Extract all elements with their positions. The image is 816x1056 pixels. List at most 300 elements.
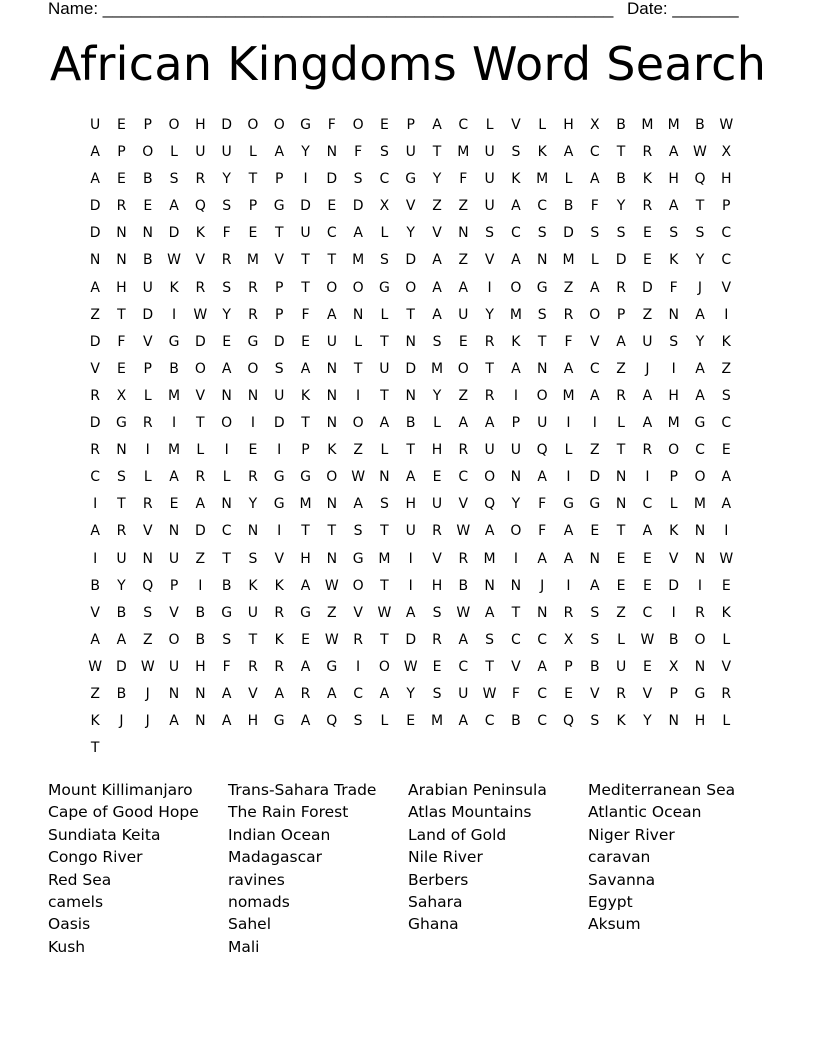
grid-letter: F bbox=[222, 225, 231, 242]
grid-letter: V bbox=[90, 360, 100, 377]
grid-letter: O bbox=[326, 279, 338, 296]
grid-letter: L bbox=[380, 713, 389, 730]
grid-letter: V bbox=[668, 550, 679, 567]
grid-letter: I bbox=[513, 550, 518, 567]
grid-letter: R bbox=[616, 279, 626, 296]
grid-letter: S bbox=[590, 225, 600, 242]
grid-letter: N bbox=[458, 225, 469, 242]
grid-letter: I bbox=[93, 550, 98, 567]
grid-letter: L bbox=[249, 144, 257, 161]
grid-letter: H bbox=[563, 117, 574, 133]
grid-letter: R bbox=[563, 604, 574, 621]
word-bank-item: Cape of Good Hope bbox=[48, 803, 199, 822]
grid-letter: R bbox=[274, 604, 285, 621]
grid-letter: R bbox=[432, 523, 442, 540]
grid-letter: I bbox=[93, 496, 98, 513]
grid-letter: N bbox=[668, 713, 679, 730]
grid-letter: I bbox=[408, 550, 413, 567]
grid-letter: I bbox=[171, 415, 177, 432]
grid-letter: F bbox=[354, 144, 363, 161]
grid-letter: R bbox=[642, 198, 653, 215]
grid-letter: D bbox=[221, 117, 233, 133]
grid-letter: S bbox=[721, 387, 731, 404]
grid-letter: N bbox=[615, 469, 627, 486]
grid-letter: U bbox=[247, 604, 259, 621]
grid-letter: P bbox=[301, 442, 310, 459]
grid-letter: D bbox=[589, 469, 601, 486]
grid-letter: R bbox=[142, 496, 153, 513]
grid-letter: T bbox=[117, 496, 126, 513]
grid-letter: I bbox=[724, 523, 729, 540]
word-bank-item: Sahel bbox=[228, 915, 272, 934]
grid-letter: D bbox=[615, 252, 627, 269]
grid-letter: P bbox=[564, 658, 573, 675]
grid-letter: W bbox=[719, 550, 734, 567]
grid-letter: Z bbox=[327, 604, 337, 621]
grid-letter: U bbox=[431, 496, 443, 513]
grid-letter: N bbox=[221, 496, 232, 513]
grid-letter: K bbox=[300, 387, 311, 404]
grid-letter: A bbox=[642, 415, 653, 432]
grid-letter: H bbox=[405, 496, 416, 513]
grid-letter: Y bbox=[406, 685, 415, 702]
grid-letter: P bbox=[143, 360, 152, 377]
grid-letter: A bbox=[327, 306, 337, 323]
grid-letter: A bbox=[300, 658, 311, 675]
grid-letter: H bbox=[300, 550, 311, 567]
grid-letter: N bbox=[589, 550, 601, 567]
grid-letter: L bbox=[380, 225, 389, 242]
grid-letter: S bbox=[590, 713, 600, 730]
grid-letter: F bbox=[459, 171, 468, 188]
grid-letter: N bbox=[168, 523, 180, 540]
grid-letter: J bbox=[145, 685, 150, 702]
grid-letter: A bbox=[642, 387, 653, 404]
grid-letter: R bbox=[642, 442, 653, 459]
grid-letter: Z bbox=[458, 252, 469, 269]
grid-letter: D bbox=[405, 631, 417, 648]
grid-letter: W bbox=[640, 631, 655, 648]
grid-letter: C bbox=[326, 225, 337, 242]
grid-letter: Y bbox=[695, 333, 705, 350]
grid-letter: H bbox=[668, 171, 679, 188]
grid-letter: C bbox=[511, 225, 521, 242]
grid-letter: G bbox=[405, 171, 417, 188]
grid-letter: S bbox=[222, 279, 232, 296]
grid-letter: D bbox=[405, 360, 417, 377]
grid-letter: I bbox=[645, 469, 650, 486]
grid-letter: U bbox=[90, 117, 101, 133]
grid-letter: K bbox=[642, 171, 652, 188]
grid-letter: G bbox=[378, 279, 390, 296]
grid-letter: J bbox=[540, 577, 545, 594]
grid-letter: S bbox=[511, 144, 521, 161]
grid-letter: O bbox=[247, 117, 259, 133]
grid-letter: P bbox=[406, 117, 415, 133]
grid-letter: S bbox=[695, 225, 705, 242]
grid-letter: A bbox=[274, 685, 285, 702]
grid-letter: C bbox=[642, 496, 653, 513]
grid-letter: A bbox=[695, 360, 705, 377]
grid-letter: C bbox=[537, 198, 548, 215]
word-bank-item: Sundiata Keita bbox=[48, 825, 161, 844]
grid-letter: N bbox=[116, 225, 127, 242]
grid-letter: R bbox=[248, 279, 258, 296]
grid-letter: D bbox=[300, 198, 311, 215]
grid-letter: R bbox=[221, 252, 232, 269]
grid-letter: A bbox=[169, 469, 179, 486]
grid-letter: Y bbox=[432, 387, 442, 404]
grid-letter: C bbox=[589, 360, 600, 377]
grid-letter: A bbox=[169, 713, 179, 730]
grid-letter: N bbox=[195, 713, 206, 730]
grid-letter: P bbox=[143, 117, 152, 133]
grid-letter: R bbox=[616, 387, 626, 404]
grid-letter: C bbox=[721, 252, 732, 269]
grid-letter: O bbox=[694, 469, 706, 486]
grid-letter: N bbox=[536, 604, 548, 621]
grid-letter: K bbox=[274, 577, 284, 594]
grid-letter: G bbox=[221, 604, 233, 621]
grid-letter: T bbox=[616, 523, 626, 540]
grid-letter: B bbox=[142, 252, 153, 269]
grid-letter: K bbox=[537, 144, 547, 161]
grid-letter: B bbox=[142, 171, 153, 188]
grid-letter: O bbox=[378, 658, 390, 675]
grid-letter: A bbox=[484, 604, 495, 621]
grid-letter: L bbox=[222, 469, 231, 486]
grid-letter: R bbox=[458, 550, 469, 567]
grid-letter: O bbox=[247, 360, 259, 377]
grid-letter: I bbox=[487, 279, 492, 296]
grid-letter: M bbox=[430, 360, 444, 377]
grid-letter: M bbox=[457, 144, 470, 161]
grid-letter: D bbox=[326, 171, 338, 188]
grid-letter: M bbox=[483, 550, 496, 567]
grid-letter: R bbox=[195, 171, 206, 188]
grid-letter: L bbox=[143, 387, 152, 404]
grid-letter: Z bbox=[458, 387, 469, 404]
grid-letter: G bbox=[694, 685, 706, 702]
grid-letter: Q bbox=[562, 713, 574, 730]
grid-letter: E bbox=[458, 333, 468, 350]
grid-letter: G bbox=[168, 333, 180, 350]
grid-letter: V bbox=[590, 685, 600, 702]
grid-letter: A bbox=[511, 360, 521, 377]
grid-letter: S bbox=[485, 225, 495, 242]
grid-letter: Z bbox=[458, 198, 469, 215]
word-bank-item: ravines bbox=[228, 870, 285, 889]
grid-letter: S bbox=[353, 171, 363, 188]
grid-letter: N bbox=[326, 550, 338, 567]
grid-letter: A bbox=[221, 685, 232, 702]
word-bank-item: camels bbox=[48, 892, 104, 911]
grid-letter: R bbox=[458, 442, 469, 459]
grid-letter: A bbox=[563, 523, 574, 540]
grid-letter: R bbox=[616, 685, 626, 702]
word-bank-item: Mediterranean Sea bbox=[588, 781, 736, 799]
grid-letter: F bbox=[669, 279, 678, 296]
grid-letter: H bbox=[431, 577, 443, 594]
grid-letter: U bbox=[405, 144, 416, 161]
grid-letter: B bbox=[563, 198, 574, 215]
grid-letter: A bbox=[90, 631, 100, 648]
grid-letter: P bbox=[117, 144, 126, 161]
grid-letter: T bbox=[485, 360, 494, 377]
grid-letter: N bbox=[536, 252, 548, 269]
grid-letter: C bbox=[537, 713, 548, 730]
grid-letter: J bbox=[145, 713, 150, 730]
grid-letter: D bbox=[273, 333, 285, 350]
grid-letter: T bbox=[301, 415, 310, 432]
grid-letter: L bbox=[433, 415, 441, 432]
word-bank-item: Aksum bbox=[588, 915, 641, 934]
grid-letter: V bbox=[484, 252, 495, 269]
grid-letter: I bbox=[356, 658, 361, 675]
grid-letter: I bbox=[697, 577, 703, 594]
grid-letter: B bbox=[616, 117, 626, 133]
grid-letter: Z bbox=[90, 685, 100, 702]
grid-letter: C bbox=[458, 469, 469, 486]
grid-letter: K bbox=[616, 713, 626, 730]
grid-letter: C bbox=[537, 685, 548, 702]
grid-letter: N bbox=[510, 577, 522, 594]
grid-letter: I bbox=[356, 387, 361, 404]
grid-letter: F bbox=[301, 306, 310, 323]
grid-letter: V bbox=[432, 550, 442, 567]
grid-letter: N bbox=[615, 496, 627, 513]
grid-letter: X bbox=[589, 117, 600, 133]
grid-letter: L bbox=[590, 252, 599, 269]
grid-letter: G bbox=[300, 604, 311, 621]
grid-letter: Z bbox=[195, 550, 206, 567]
grid-letter: P bbox=[169, 577, 179, 594]
grid-letter: S bbox=[143, 604, 153, 621]
grid-letter: Y bbox=[643, 713, 652, 730]
grid-letter: P bbox=[722, 198, 731, 215]
grid-letter: H bbox=[668, 387, 679, 404]
grid-letter: S bbox=[616, 225, 626, 242]
grid-letter: L bbox=[617, 631, 625, 648]
grid-letter: O bbox=[536, 387, 548, 404]
grid-letter: M bbox=[509, 306, 522, 323]
word-bank-item: Sahara bbox=[408, 892, 463, 911]
grid-letter: D bbox=[116, 658, 127, 675]
grid-letter: G bbox=[563, 496, 574, 513]
grid-letter: S bbox=[222, 198, 232, 215]
grid-letter: U bbox=[326, 333, 337, 350]
grid-letter: B bbox=[695, 117, 705, 133]
grid-letter: O bbox=[457, 360, 469, 377]
grid-letter: A bbox=[379, 415, 390, 432]
grid-letter: E bbox=[143, 198, 153, 215]
grid-letter: B bbox=[221, 577, 232, 594]
grid-letter: M bbox=[667, 415, 680, 432]
word-bank-item: Egypt bbox=[588, 892, 633, 911]
grid-letter: C bbox=[221, 523, 232, 540]
grid-letter: P bbox=[669, 469, 678, 486]
letter-grid bbox=[82, 112, 742, 762]
grid-letter: Z bbox=[589, 442, 600, 459]
grid-letter: A bbox=[590, 171, 600, 188]
grid-letter: D bbox=[89, 415, 101, 432]
grid-letter: F bbox=[222, 658, 231, 675]
grid-letter: P bbox=[669, 685, 678, 702]
word-bank-item: Red Sea bbox=[48, 870, 112, 889]
grid-letter: V bbox=[274, 550, 285, 567]
grid-letter: C bbox=[721, 415, 732, 432]
word-bank-item: Mount Killimanjaro bbox=[48, 781, 193, 799]
grid-letter: A bbox=[484, 415, 495, 432]
grid-letter: B bbox=[405, 415, 416, 432]
word-bank-item: Savanna bbox=[588, 870, 656, 889]
grid-letter: F bbox=[117, 333, 126, 350]
grid-letter: N bbox=[326, 387, 338, 404]
grid-letter: N bbox=[352, 306, 364, 323]
grid-letter: W bbox=[456, 523, 471, 540]
grid-letter: I bbox=[592, 415, 597, 432]
grid-letter: I bbox=[724, 306, 729, 323]
grid-letter: E bbox=[169, 496, 179, 513]
grid-letter: I bbox=[671, 604, 676, 621]
grid-letter: E bbox=[327, 198, 337, 215]
grid-letter: E bbox=[222, 333, 232, 350]
grid-letter: E bbox=[301, 333, 310, 350]
grid-letter: E bbox=[248, 225, 258, 242]
grid-letter: N bbox=[195, 685, 206, 702]
grid-letter: K bbox=[169, 279, 179, 296]
grid-letter: R bbox=[300, 685, 311, 702]
grid-letter: C bbox=[642, 604, 653, 621]
grid-letter: K bbox=[90, 713, 100, 730]
grid-letter: X bbox=[721, 144, 732, 161]
grid-letter: L bbox=[170, 144, 178, 161]
grid-letter: U bbox=[168, 550, 180, 567]
grid-letter: X bbox=[563, 631, 574, 648]
grid-letter: R bbox=[142, 415, 153, 432]
grid-letter: A bbox=[300, 360, 311, 377]
grid-letter: A bbox=[405, 469, 416, 486]
word-bank-item: Trans-Sahara Trade bbox=[228, 781, 377, 799]
grid-letter: T bbox=[301, 279, 310, 296]
grid-letter: M bbox=[641, 117, 654, 133]
grid-letter: T bbox=[117, 306, 126, 323]
grid-letter: O bbox=[194, 360, 206, 377]
grid-letter: I bbox=[566, 415, 571, 432]
grid-letter: A bbox=[432, 252, 442, 269]
grid-letter: S bbox=[222, 631, 232, 648]
grid-letter: S bbox=[590, 631, 600, 648]
grid-letter: B bbox=[116, 685, 127, 702]
grid-letter: N bbox=[326, 415, 338, 432]
grid-letter: D bbox=[405, 252, 417, 269]
grid-letter: S bbox=[379, 252, 389, 269]
word-bank-item: Indian Ocean bbox=[228, 825, 331, 844]
word-bank-item: Mali bbox=[228, 937, 260, 956]
name-field: Name: ______________________________________________________ bbox=[48, 0, 614, 18]
word-bank-item: Atlantic Ocean bbox=[588, 803, 702, 822]
grid-letter: Z bbox=[642, 306, 653, 323]
grid-letter: O bbox=[168, 117, 180, 133]
grid-letter: O bbox=[352, 279, 364, 296]
grid-letter: U bbox=[484, 171, 495, 188]
grid-letter: A bbox=[721, 496, 732, 513]
grid-letter: A bbox=[116, 631, 127, 648]
grid-letter: A bbox=[327, 685, 337, 702]
grid-letter: Q bbox=[142, 577, 154, 594]
grid-letter: E bbox=[721, 442, 731, 459]
grid-letter: J bbox=[645, 360, 650, 377]
grid-letter: Q bbox=[194, 198, 206, 215]
grid-letter: E bbox=[406, 713, 416, 730]
grid-letter: I bbox=[671, 360, 676, 377]
grid-letter: M bbox=[562, 387, 575, 404]
grid-letter: B bbox=[169, 360, 179, 377]
grid-letter: L bbox=[380, 442, 389, 459]
grid-letter: I bbox=[408, 577, 413, 594]
grid-letter: G bbox=[273, 713, 285, 730]
grid-letter: E bbox=[117, 360, 126, 377]
grid-letter: S bbox=[432, 604, 442, 621]
grid-letter: L bbox=[380, 306, 389, 323]
grid-letter: M bbox=[693, 496, 707, 513]
grid-letter: A bbox=[458, 415, 469, 432]
grid-letter: A bbox=[537, 658, 547, 675]
grid-letter: Y bbox=[222, 171, 231, 188]
grid-letter: X bbox=[379, 198, 390, 215]
grid-letter: Y bbox=[117, 577, 126, 594]
grid-letter: U bbox=[458, 306, 469, 323]
grid-letter: K bbox=[274, 631, 284, 648]
grid-letter: R bbox=[116, 523, 127, 540]
grid-letter: U bbox=[642, 333, 653, 350]
grid-letter: W bbox=[140, 658, 155, 675]
grid-letter: V bbox=[274, 252, 285, 269]
word-bank-item: The Rain Forest bbox=[228, 803, 349, 822]
grid-letter: Z bbox=[432, 198, 442, 215]
grid-letter: Y bbox=[485, 306, 494, 323]
grid-letter: D bbox=[142, 306, 154, 323]
grid-letter: N bbox=[89, 252, 101, 269]
grid-letter: S bbox=[537, 306, 547, 323]
word-bank-item: Land of Gold bbox=[408, 825, 507, 844]
grid-letter: I bbox=[198, 577, 203, 594]
grid-letter: U bbox=[274, 387, 285, 404]
grid-letter: A bbox=[274, 144, 285, 161]
grid-letter: K bbox=[195, 225, 205, 242]
grid-letter: V bbox=[511, 117, 521, 133]
grid-letter: P bbox=[275, 171, 284, 188]
grid-letter: Z bbox=[616, 360, 626, 377]
grid-letter: A bbox=[353, 225, 363, 242]
grid-letter: A bbox=[169, 198, 179, 215]
grid-letter: O bbox=[510, 523, 522, 540]
grid-letter: D bbox=[563, 225, 574, 242]
grid-letter: N bbox=[168, 685, 180, 702]
grid-letter: G bbox=[247, 333, 259, 350]
grid-letter: S bbox=[379, 144, 389, 161]
grid-letter: O bbox=[221, 415, 233, 432]
grid-letter: J bbox=[697, 279, 703, 296]
grid-letter: I bbox=[303, 171, 308, 188]
grid-letter: A bbox=[379, 685, 390, 702]
grid-letter: B bbox=[90, 577, 100, 594]
grid-letter: S bbox=[274, 360, 284, 377]
grid-letter: A bbox=[353, 496, 363, 513]
grid-letter: G bbox=[352, 550, 364, 567]
grid-letter: T bbox=[327, 252, 337, 269]
grid-letter: H bbox=[694, 713, 706, 730]
